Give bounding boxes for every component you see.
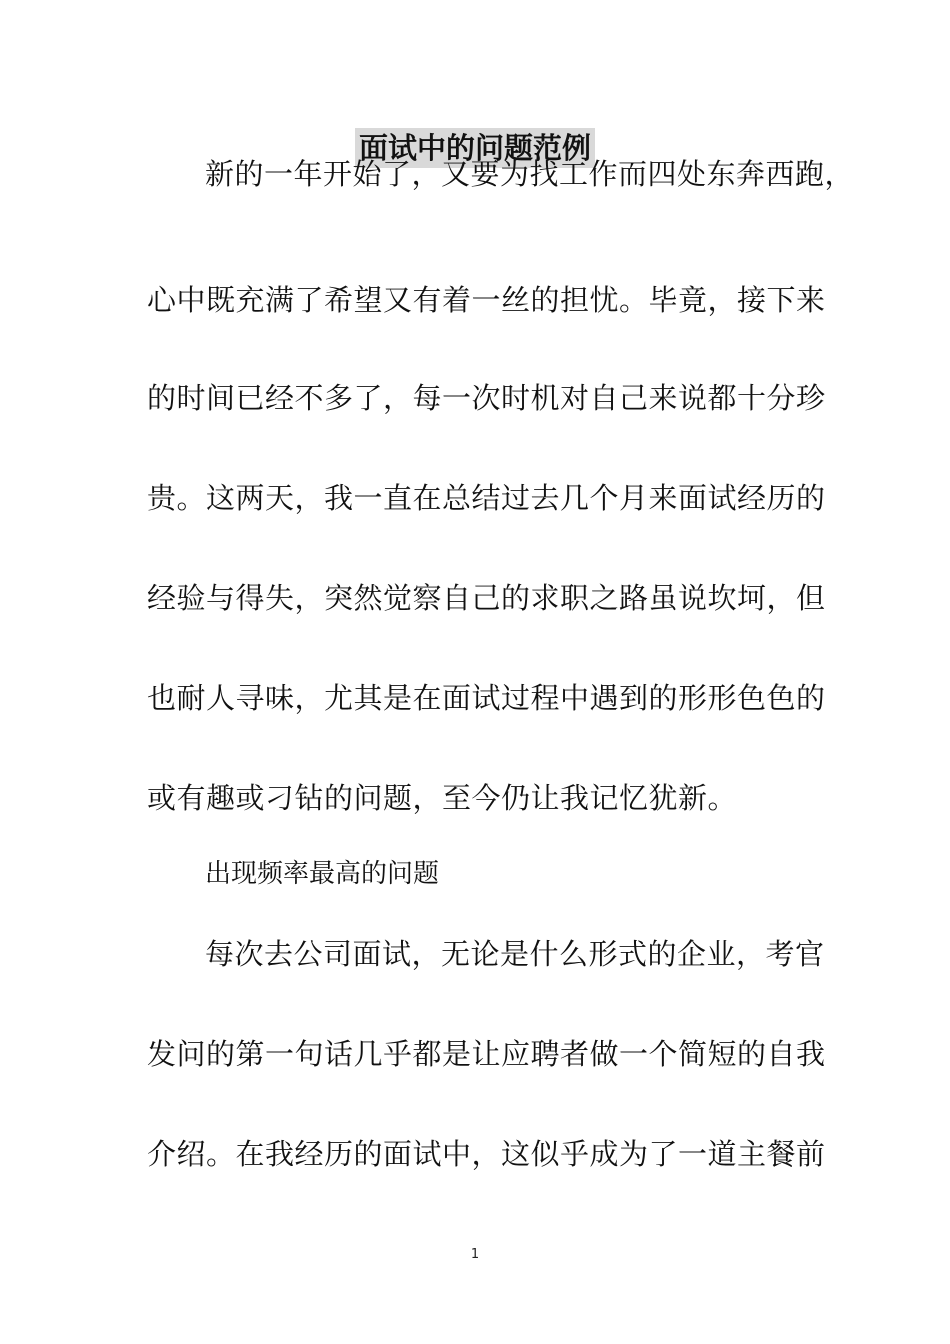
- section-heading: 出现频率最高的问题: [205, 859, 440, 889]
- paragraph-line: 贵。这两天，我一直在总结过去几个月来面试经历的: [147, 481, 826, 515]
- paragraph-line: 也耐人寻味，尤其是在面试过程中遇到的形形色色的: [147, 681, 826, 715]
- paragraph-line: 的时间已经不多了，每一次时机对自己来说都十分珍: [147, 381, 826, 415]
- paragraph-line: 经验与得失，突然觉察自己的求职之路虽说坎坷，但: [147, 581, 826, 615]
- paragraph-line: 每次去公司面试，无论是什么形式的企业，考官: [205, 937, 825, 971]
- page-number: 1: [470, 1247, 480, 1262]
- document-title: 面试中的问题范例: [355, 128, 595, 168]
- paragraph-line: 心中既充满了希望又有着一丝的担忧。毕竟，接下来: [147, 283, 826, 317]
- paragraph-line: 发问的第一句话几乎都是让应聘者做一个简短的自我: [147, 1037, 826, 1071]
- paragraph-line: 或有趣或刁钻的问题，至今仍让我记忆犹新。: [147, 781, 738, 815]
- paragraph-line: 新的一年开始了，又要为找工作而四处东奔西跑，: [205, 157, 855, 191]
- paragraph-line: 介绍。在我经历的面试中，这似乎成为了一道主餐前: [147, 1137, 826, 1171]
